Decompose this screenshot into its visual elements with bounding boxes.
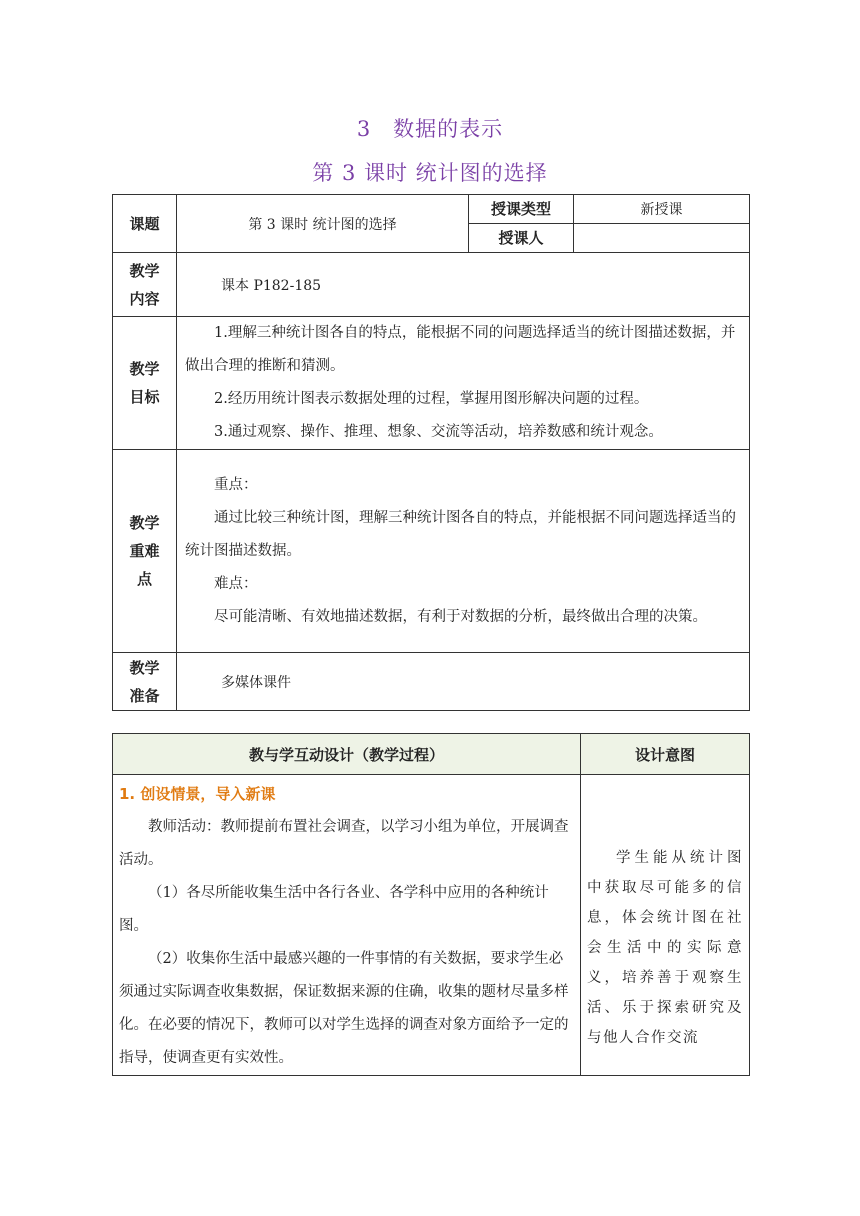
content-label — [113, 253, 177, 317]
key-point-text: 通过比较三种统计图，理解三种统计图各自的特点，并能根据不同问题选择适当的统计图描述数据。 — [185, 509, 736, 559]
goal-item-3: 3.通过观察、操作、推理、想象、交流等活动，培养数感和统计观念。 — [214, 424, 663, 440]
teaching-process-table — [112, 733, 750, 1076]
process-cell — [113, 775, 581, 1076]
prep-label-line2: 准备 — [129, 686, 160, 705]
topic-label: 课题 — [113, 195, 177, 253]
goals-label-line1: 教学 — [129, 360, 160, 378]
goals-label-line2: 目标 — [129, 388, 160, 406]
key-points-cell — [177, 450, 750, 653]
prep-value: 多媒体课件 — [177, 653, 750, 711]
goals-cell — [177, 317, 750, 450]
key-label-line2: 重难 — [129, 542, 160, 560]
process-paragraph-1: 教师活动：教师提前布置社会调查，以学习小组为单位，开展调查活动。 — [119, 819, 569, 868]
difficult-point-title: 难点： — [214, 575, 258, 592]
document-title: 3 数据的表示 — [356, 117, 504, 141]
process-header: 教与学互动设计（教学过程） — [113, 734, 581, 775]
section-title: 1. 创设情景，导入新课 — [119, 785, 276, 803]
teacher-label: 授课人 — [469, 224, 574, 253]
goals-label — [113, 317, 177, 450]
design-intent-text: 学生能从统计图中获取尽可能多的信息，体会统计图在社会生活中的实际意义，培养善于观察生活、乐于探索研究及与他人合作交流 — [581, 775, 750, 1076]
content-value: 课本 P182-185 — [177, 253, 750, 317]
teacher-value — [574, 224, 750, 253]
key-points-label — [113, 450, 177, 653]
lesson-type-value: 新授课 — [574, 195, 750, 224]
intent-header: 设计意图 — [581, 734, 750, 775]
key-label-line3: 点 — [136, 570, 152, 588]
goal-item-2: 2.经历用统计图表示数据处理的过程，掌握用图形解决问题的过程。 — [214, 391, 649, 407]
key-point-title: 重点： — [214, 476, 258, 493]
content-label-line1: 教学 — [129, 261, 160, 280]
lesson-info-table — [112, 194, 750, 711]
process-paragraph-2: （1）各尽所能收集生活中各行各业、各学科中应用的各种统计图。 — [119, 885, 549, 934]
prep-label — [113, 653, 177, 711]
key-label-line1: 教学 — [129, 514, 160, 532]
lesson-type-label: 授课类型 — [469, 195, 574, 224]
goal-item-1: 1.理解三种统计图各自的特点，能根据不同的问题选择适当的统计图描述数据，并做出合理的推断和猜测。 — [185, 325, 736, 374]
difficult-point-text: 尽可能清晰、有效地描述数据，有利于对数据的分析，最终做出合理的决策。 — [214, 608, 707, 625]
topic-value: 第 3 课时 统计图的选择 — [177, 195, 469, 253]
content-label-line2: 内容 — [129, 289, 160, 308]
document-subtitle: 第 3 课时 统计图的选择 — [312, 161, 548, 185]
process-paragraph-3: （2）收集你生活中最感兴趣的一件事情的有关数据，要求学生必须通过实际调查收集数据，保证数据来源的住确，收集的题材尽量多样化。在必要的情况下，教师可以对学生选择的调查对象方面给予一定的指导，使调查更有实效性。 — [119, 951, 569, 1066]
prep-label-line1: 教学 — [129, 658, 160, 677]
